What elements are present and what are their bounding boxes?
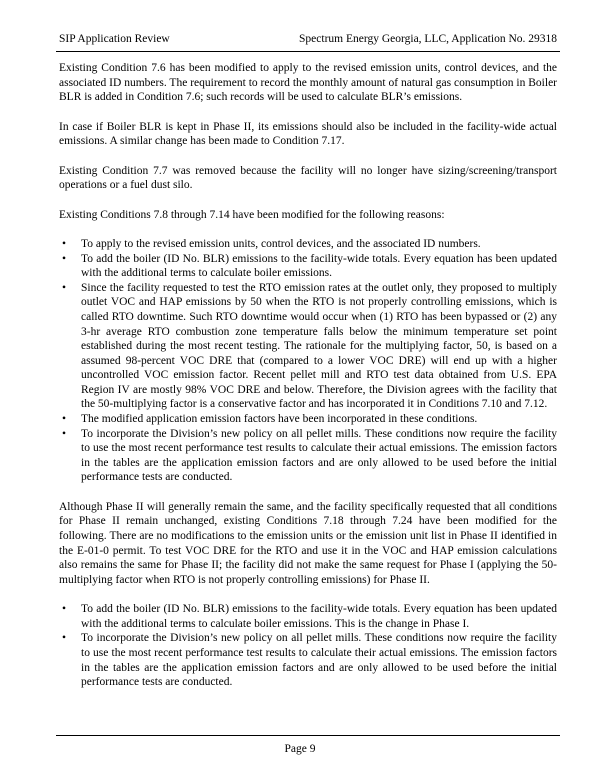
- paragraph-condition-7-6: Existing Condition 7.6 has been modified to apply to the revised emission units, control devices, and the associated ID numbers. The requirement to record the monthly amount of natural gas consumption in Boiler BLR is added in Condition 7.6; such records will be used to calculate BLR’s emissions.: [59, 62, 557, 104]
- paragraph-conditions-intro: Existing Conditions 7.8 through 7.14 have been modified for the following reasons:: [59, 208, 445, 221]
- list-item: [59, 631, 557, 689]
- list-item: [59, 412, 557, 427]
- bullet-icon: •: [62, 603, 67, 616]
- list-item-text: The modified application emission factors have been incorporated in these conditions.: [81, 413, 478, 426]
- page-header: [59, 32, 557, 46]
- bullet-icon: •: [62, 281, 67, 294]
- bullet-icon: •: [62, 427, 67, 440]
- list-item: [59, 281, 557, 412]
- list-item-text: To incorporate the Division’s new policy on all pellet mills. These conditions now require the facility to use the most recent performance test results to calculate their actual emissions. The emission factors in the tables are the application emission factors and are only allowed to be used before the initial performance tests are conducted.: [81, 427, 557, 484]
- paragraph-phase-ii: Although Phase II will generally remain the same, and the facility specifically requested that all conditions for Phase II remain unchanged, existing Conditions 7.18 through 7.24 have been modified for the following. There are no modifications to the emission units or the emission unit list in Phase II identified in the E-01-0 permit. To test VOC DRE for the RTO and use it in the VOC and HAP emission calculations also remains the same for Phase II; the facility did not make the same request for Phase I (applying the 50-multiplying factor when RTO is not properly controlling emissions) for Phase II.: [59, 500, 557, 586]
- header-divider: [56, 51, 560, 52]
- paragraph-condition-7-7: Existing Condition 7.7 was removed because the facility will no longer have sizing/screening/transport operations or a fuel dust silo.: [59, 164, 557, 192]
- bullet-icon: •: [62, 632, 67, 645]
- list-item: [59, 427, 557, 485]
- list-item-text: To add the boiler (ID No. BLR) emissions to the facility-wide totals. Every equation has been updated with the additional terms to calculate boiler emissions.: [81, 252, 557, 280]
- phase-ii-reasons-list: [59, 602, 557, 690]
- list-item-text: To incorporate the Division’s new policy on all pellet mills. These conditions now require the facility to use the most recent performance test results to calculate their actual emissions. The emission factors in the tables are the application emission factors and are only allowed to be used before the initial performance tests are conducted.: [81, 632, 557, 689]
- bullet-icon: •: [62, 413, 67, 426]
- list-item-text: To apply to the revised emission units, control devices, and the associated ID numbers.: [81, 237, 481, 250]
- list-item: [59, 237, 557, 252]
- header-title: SIP Application Review: [59, 33, 170, 45]
- list-item-text: Since the facility requested to test the RTO emission rates at the outlet only, they proposed to multiply outlet VOC and HAP emissions by 50 when the RTO is not properly controlling emissions, which is called RTO downtime. Such RTO downtime would occur when (1) RTO has been bypassed or (2) any 3-hr average RTO combustion zone temperature falls below the minimum temperature set point established during the most recent testing. The rationale for the multiplying factor, 50, is based on a assumed 98-percent VOC DRE that (compared to a lower VOC DRE) will end up with a higher uncontrolled VOC emission factor. Recent pellet mill and RTO test data obtained from U.S. EPA Region IV are mostly 98% VOC DRE and below. Therefore, the Division agrees with the facility that the 50-multiplying factor is a conservative factor and has incorporated it in Conditions 7.10 and 7.12.: [81, 281, 557, 411]
- header-application: Spectrum Energy Georgia, LLC, Application No. 29318: [299, 33, 557, 45]
- list-item-text: To add the boiler (ID No. BLR) emissions to the facility-wide totals. Every equation has been updated with the additional terms to calculate boiler emissions. This is the change in Phase I.: [81, 603, 557, 630]
- document-body: [59, 61, 557, 705]
- list-item: [59, 602, 557, 631]
- list-item: [59, 252, 557, 281]
- footer-divider: [56, 735, 560, 736]
- reasons-list: [59, 237, 557, 485]
- bullet-icon: •: [62, 252, 67, 265]
- page-number: Page 9: [284, 743, 316, 755]
- paragraph-boiler-phase-ii: In case if Boiler BLR is kept in Phase II, its emissions should also be included in the facility-wide actual emissions. A similar change has been made to Condition 7.17.: [59, 120, 557, 148]
- bullet-icon: •: [62, 237, 67, 250]
